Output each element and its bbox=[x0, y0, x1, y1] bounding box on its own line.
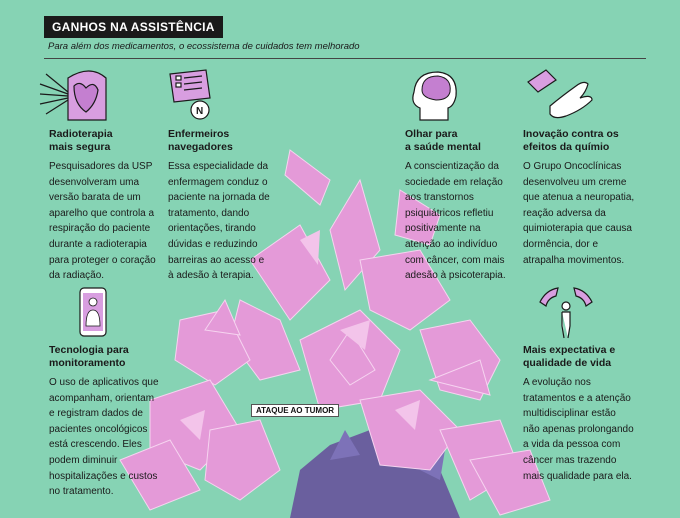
item-text: A evolução nos tratamentos e a atenção multidisciplinar estão não apenas prolongando a vida da pessoa com câncer mas trazendo mais qualidade para ela. bbox=[523, 377, 634, 482]
item-heading: Enfermeiros navegadores bbox=[168, 128, 233, 153]
item-tecnologia bbox=[49, 344, 161, 500]
page-title: GANHOS NA ASSISTÊNCIA bbox=[44, 16, 223, 38]
svg-text:N: N bbox=[196, 106, 204, 117]
item-heading: Inovação contra os efeitos da químio bbox=[523, 128, 619, 153]
head-brain-icon bbox=[408, 68, 462, 122]
smartphone-doctor-icon bbox=[78, 286, 108, 338]
page-subtitle: Para além dos medicamentos, o ecossistema de cuidados tem melhorado bbox=[48, 41, 360, 52]
item-inovacao bbox=[523, 128, 635, 268]
book-compass-icon bbox=[166, 68, 214, 122]
item-text: Pesquisadores da USP desenvolveram uma versão barata de um aparelho que controla a respiração do paciente durante a radioterapia para proteger o coração da radiação. bbox=[49, 161, 156, 282]
item-heading: Tecnologia para monitoramento bbox=[49, 344, 129, 369]
item-radioterapia bbox=[49, 128, 161, 284]
item-heading: Mais expectativa e qualidade de vida bbox=[523, 344, 616, 369]
item-heading: Radioterapia mais segura bbox=[49, 128, 113, 153]
header-divider bbox=[44, 58, 646, 59]
heart-radiation-icon bbox=[38, 64, 112, 122]
item-text: O Grupo Oncoclínicas desenvolveu um creme que atenua a neuropatia, reação adversa da quimioterapia que causa dormência, dor e atrapalha movimentos. bbox=[523, 161, 635, 266]
item-heading: Olhar para a saúde mental bbox=[405, 128, 481, 153]
item-enfermeiros bbox=[168, 128, 272, 284]
item-saude-mental bbox=[405, 128, 509, 284]
item-expectativa bbox=[523, 344, 635, 484]
hand-cream-icon bbox=[526, 66, 596, 122]
item-text: O uso de aplicativos que acompanham, orientam e registram dados de pacientes oncológicos está crescendo. Eles podem diminuir hospitalizações e custos no tratamento. bbox=[49, 377, 159, 498]
item-text: Essa especialidade da enfermagem conduz o paciente na jornada de tratamento, dando orientações, tirando dúvidas e reduzindo barreiras ao acesso e à adesão à terapia. bbox=[168, 161, 270, 282]
hands-person-icon bbox=[538, 284, 594, 340]
item-text: A conscientização da sociedade em relação aos transtornos psiquiátricos refletiu positivamente na atenção ao indivíduo com câncer, com mais adesão à psicoterapia. bbox=[405, 161, 506, 282]
tumor-attack-label: ATAQUE AO TUMOR bbox=[251, 404, 339, 417]
